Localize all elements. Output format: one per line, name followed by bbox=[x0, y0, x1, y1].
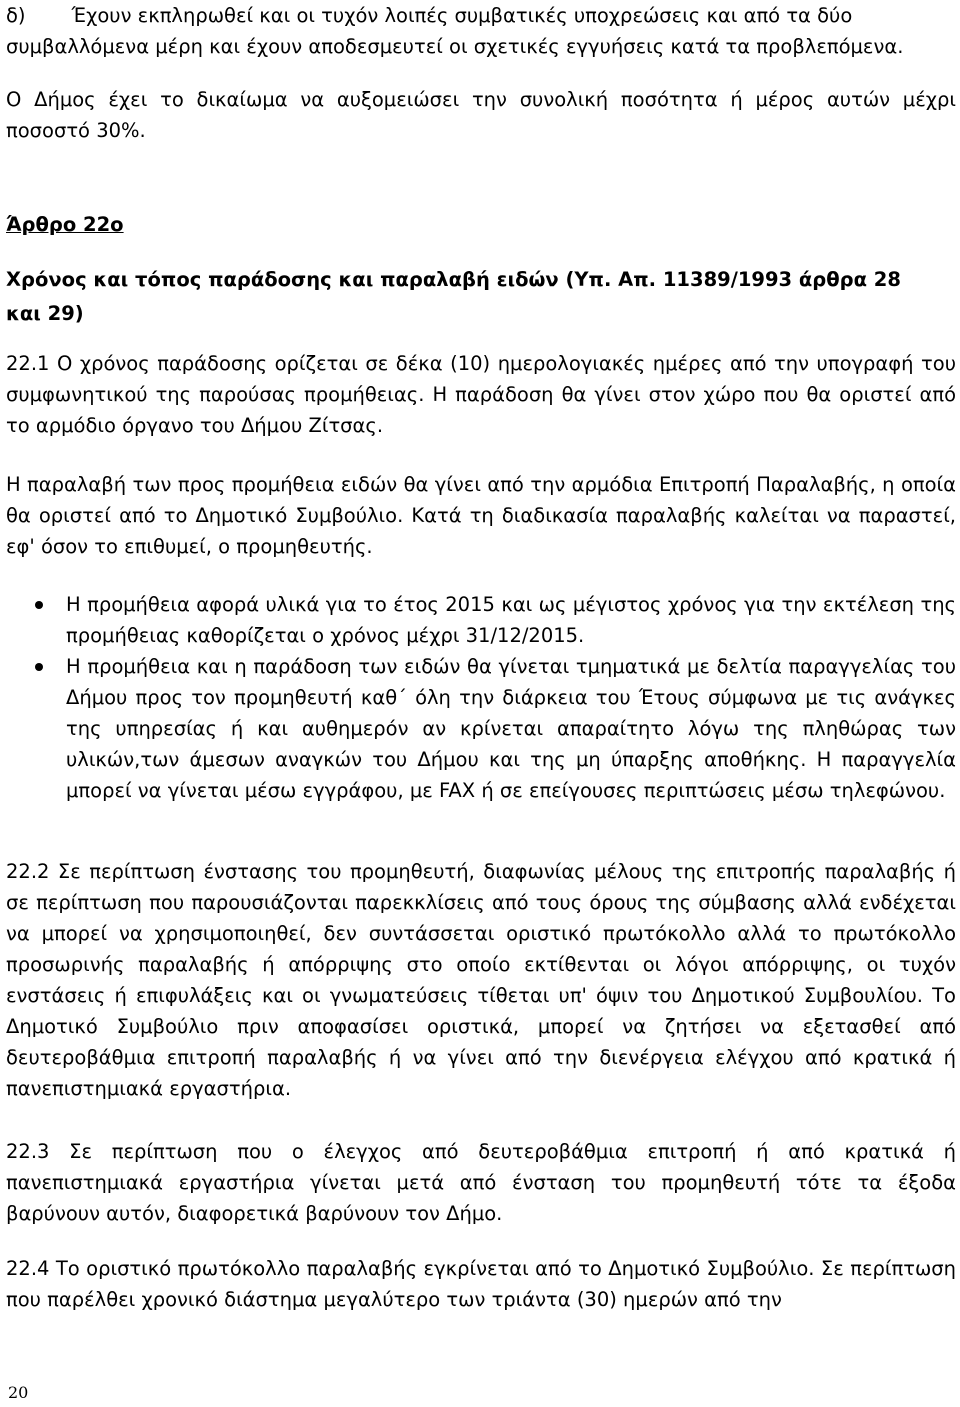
list-item bbox=[6, 589, 956, 651]
article-title-line1: Χρόνος και τόπος παράδοσης και παραλαβή ειδών (Υπ. Απ. 11389/1993 άρθρα 28 bbox=[6, 268, 901, 291]
section-22-2-number: 22.2 bbox=[6, 860, 50, 883]
section-22-4-text: Το οριστικό πρωτόκολλο παραλαβής εγκρίνεται από το Δημοτικό Συμβούλιο. Σε περίπτωση που παρέλθει χρονικό διάστημα μεγαλύτερο των τριάντα (30) ημερών από την bbox=[6, 1257, 956, 1311]
section-22-2 bbox=[6, 856, 956, 1104]
bullet-icon bbox=[35, 663, 43, 671]
page-number: 20 bbox=[8, 1383, 29, 1402]
section-22-3-text: Σε περίπτωση που ο έλεγχος από δευτεροβάθμια επιτροπή ή από κρατικά ή πανεπιστημιακά εργαστήρια γίνεται μετά από ένσταση του προμηθευτή τότε τα έξοδα βαρύνουν αυτόν, διαφορετικά βαρύνουν τον Δήμο. bbox=[6, 1140, 956, 1225]
section-22-1 bbox=[6, 348, 956, 441]
bullet-icon bbox=[35, 601, 43, 609]
section-22-1-number: 22.1 bbox=[6, 352, 50, 375]
section-22-3-number: 22.3 bbox=[6, 1140, 50, 1163]
reduce-paragraph: Ο Δήμος έχει το δικαίωμα να αυξομειώσει την συνολική ποσότητα ή μέρος αυτών μέχρι ποσοστό 30%. bbox=[6, 88, 956, 142]
bullet-text: Η προμήθεια αφορά υλικά για το έτος 2015 και ως μέγιστος χρόνος για την εκτέλεση της προμήθειας καθορίζεται ο χρόνος μέχρι 31/12/2015. bbox=[66, 593, 956, 647]
section-22-3 bbox=[6, 1136, 956, 1229]
clause-d-line1: Έχουν εκπληρωθεί και οι τυχόν λοιπές συμβατικές υποχρεώσεις και από τα δύο bbox=[71, 4, 853, 27]
article-title-line2: και 29) bbox=[6, 302, 84, 325]
reception-paragraph: Η παραλαβή των προς προμήθεια ειδών θα γίνει από την αρμόδια Επιτροπή Παραλαβής, η οποία θα οριστεί από το Δημοτικό Συμβούλιο. Κατά τη διαδικασία παραλαβής καλείται να παραστεί, εφ' όσον το επιθυμεί, ο προμηθευτής. bbox=[6, 473, 956, 558]
article-heading: Άρθρο 22ο bbox=[6, 213, 124, 236]
clause-d-line2: συμβαλλόμενα μέρη και έχουν αποδεσμευτεί οι σχετικές εγγυήσεις κατά τα προβλεπόμενα. bbox=[6, 35, 904, 58]
section-22-2-text: Σε περίπτωση ένστασης του προμηθευτή, διαφωνίας μέλους της επιτροπής παραλαβής ή σε περίπτωση που παρουσιάζονται παρεκκλίσεις από τους όρους της σύμβασης αλλά ενδέχεται να μπορεί να χρησιμοποιηθεί, δεν συντάσσεται οριστικό πρωτόκολλο αλλά το πρωτόκολλο προσωρινής παραλαβής ή απόρριψης στο οποίο εκτίθενται οι λόγοι απόρριψης, οι τυχόν ενστάσεις ή επιφυλάξεις και οι γνωματεύσεις τίθεται υπ' όψιν του Δημοτικού Συμβουλίου. Το Δημοτικό Συμβούλιο πριν αποφασίσει οριστικά, μπορεί να ζητήσει να εξετασθεί από δευτεροβάθμια επιτροπή παραλαβής ή να γίνει από την διενέργεια ελέγχου από κρατικά ή πανεπιστημιακά εργαστήρια. bbox=[6, 860, 956, 1100]
list-item bbox=[6, 651, 956, 806]
bullet-text: Η προμήθεια και η παράδοση των ειδών θα γίνεται τμηματικά με δελτία παραγγελίας του Δήμου προς τον προμηθευτή καθ΄ όλη την διάρκεια του Έτους σύμφωνα με τις ανάγκες της υπηρεσίας ή και αυθημερόν αν κρίνεται απαραίτητο λόγω της πληθώρας των υλικών,των άμεσων αναγκών του Δήμου και της μη ύπαρξης αποθήκης. Η παραγγελία μπορεί να γίνεται μέσω εγγράφου, με FAX ή σε επείγουσες περιπτώσεις μέσω τηλεφώνου. bbox=[66, 655, 956, 802]
clause-d bbox=[6, 0, 956, 62]
bullet-list bbox=[6, 589, 956, 806]
section-22-4-number: 22.4 bbox=[6, 1257, 50, 1280]
clause-d-label: δ) bbox=[6, 4, 26, 27]
article-title bbox=[6, 264, 956, 329]
section-22-4 bbox=[6, 1253, 956, 1315]
section-22-1-text: Ο χρόνος παράδοσης ορίζεται σε δέκα (10) ημερολογιακές ημέρες από την υπογραφή του συμφωνητικού της παρούσας προμήθειας. Η παράδοση θα γίνει στον χώρο που θα οριστεί από το αρμόδιο όργανο του Δήμου Ζίτσας. bbox=[6, 352, 956, 437]
